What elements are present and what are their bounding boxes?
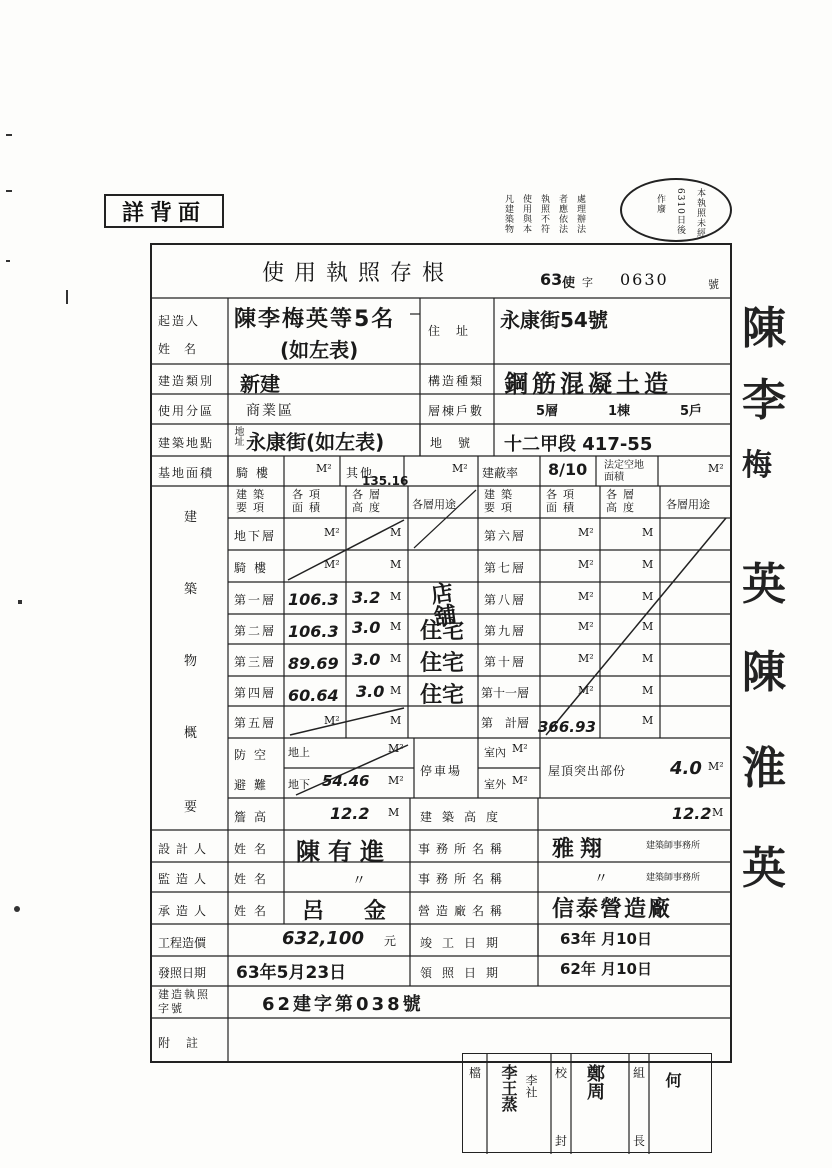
total-area: 366.93 <box>538 718 596 736</box>
location-value: 永康街(如左表) <box>246 430 385 454</box>
owner-name-label: 姓名 <box>158 342 211 356</box>
floor-label: 第五層 <box>234 716 277 730</box>
firm-label: 營造廠名稱 <box>418 904 509 918</box>
stamp-sub: 李社 <box>524 1074 538 1098</box>
roof-height: 4.0 <box>670 758 702 779</box>
col-head: 各層用途 <box>412 498 456 511</box>
unit-m: M <box>390 526 402 539</box>
floor-label: 第十層 <box>484 655 527 669</box>
note-label: 附註 <box>158 1036 215 1050</box>
f3-height: 3.0 <box>352 650 381 669</box>
floor-label: 第七層 <box>484 561 527 575</box>
floor-label: 騎樓 <box>234 561 275 575</box>
unit-m: M <box>642 684 654 697</box>
unit-m: M <box>642 558 654 571</box>
unit-m2: M² <box>316 462 332 475</box>
unit-m2: M² <box>578 684 594 697</box>
use-home: 住宅 <box>420 619 465 644</box>
section-label: 物 <box>184 654 198 669</box>
notice-line: 執照不符 <box>539 194 549 234</box>
shelter-label: 避難 <box>234 778 275 792</box>
floor-label: 地下層 <box>234 529 277 543</box>
floor-label: 第九層 <box>484 624 527 638</box>
structure-type-value: 鋼筋混凝土造 <box>504 370 672 398</box>
page-title: 使用執照存根 <box>262 261 455 286</box>
location-label: 建築地點 <box>158 436 215 450</box>
side-fragment: 淮 <box>742 743 786 794</box>
f1-area: 106.3 <box>288 590 339 609</box>
cost-value: 632,100 <box>282 928 364 949</box>
office-suffix: 建築師事務所 <box>646 873 701 883</box>
zone-label: 使用分區 <box>158 404 215 418</box>
outdoor-label: 室外 <box>484 778 506 791</box>
unit-m2: M² <box>452 462 468 475</box>
floor-label: 第三層 <box>234 655 277 669</box>
unit-m: M <box>642 526 654 539</box>
seal-line: 本執照未經 <box>695 188 705 238</box>
build-type-label: 建造類別 <box>158 374 215 388</box>
contractor-name: 呂金 <box>302 899 427 924</box>
shelter-label: 防空 <box>234 748 275 762</box>
stamp-col: 校 <box>555 1066 568 1080</box>
unit-m2: M² <box>388 742 404 755</box>
other-area-value: 135.16 <box>362 474 409 488</box>
section-label: 築 <box>184 582 198 597</box>
floor-label: 第八層 <box>484 593 527 607</box>
unit-m2: M² <box>324 526 340 539</box>
unit-m: M <box>642 620 654 633</box>
receive-date-label: 領照日期 <box>420 966 509 980</box>
stamp-name: 李王蒸 <box>499 1064 518 1112</box>
floor-label: 第一層 <box>234 593 277 607</box>
name-label: 姓名 <box>234 842 275 856</box>
f4-height: 3.0 <box>356 682 385 701</box>
unit-m: M <box>712 806 724 819</box>
structure-type-label: 構造種類 <box>428 374 485 388</box>
basement-shelter-area: 54.46 <box>322 772 370 790</box>
f4-area: 60.64 <box>288 686 339 705</box>
design-office: 雅翔 <box>552 837 609 862</box>
unit-m: M <box>388 806 400 819</box>
unit-m: M <box>390 684 402 697</box>
eave-label: 簷高 <box>234 810 275 824</box>
coverage-value: 8/10 <box>548 460 588 479</box>
parking-label: 停車場 <box>420 764 463 778</box>
address-value: 永康街54號 <box>500 308 608 332</box>
unit-m2: M² <box>324 558 340 571</box>
unit-m2: M² <box>578 590 594 603</box>
unit-m2: M² <box>512 774 528 787</box>
completion-label: 竣工日期 <box>420 936 509 950</box>
section-label: 要 <box>184 800 198 815</box>
owner-value: 陳李梅英等5名 <box>234 307 396 332</box>
unit-m: M <box>642 714 654 727</box>
unit-m: M <box>390 558 402 571</box>
license-value: 62建字第038號 <box>262 994 424 1015</box>
use-home: 住宅 <box>420 683 465 708</box>
floors-value: 5層 <box>536 404 559 419</box>
unit-m2: M² <box>578 526 594 539</box>
approval-stamps <box>462 1053 712 1153</box>
owner-label: 起造人 <box>158 314 201 328</box>
stamp-sub: 長 <box>633 1134 646 1148</box>
other-label: 其他 <box>346 466 375 480</box>
receive-date-value: 62年 月10日 <box>560 960 652 978</box>
side-fragment: 英 <box>742 843 786 894</box>
unit-m2: M² <box>578 620 594 633</box>
above-label: 地上 <box>288 746 310 759</box>
unit-m: M <box>642 590 654 603</box>
detail-back-label: 詳背面 <box>104 194 224 228</box>
col-head: 建築要項 <box>484 488 518 514</box>
land-area-label: 基地面積 <box>158 466 215 480</box>
permit-no-suffix: 號 <box>708 278 719 291</box>
section-label: 建 <box>184 510 198 525</box>
floor-label: 第六層 <box>484 529 527 543</box>
location-address-label: 地址 <box>232 426 243 446</box>
stamp-col: 檔 <box>469 1066 482 1080</box>
unit-m2: M² <box>388 774 404 787</box>
supervisor-name: 〃 <box>352 873 366 889</box>
name-label: 姓名 <box>234 904 275 918</box>
section-label: 概 <box>184 726 198 741</box>
unit-m2: M² <box>578 652 594 665</box>
contractor-label: 承造人 <box>158 904 213 918</box>
name-label: 姓名 <box>234 872 275 886</box>
col-head: 各項面積 <box>546 488 580 514</box>
use-store: 店舖 <box>426 580 457 628</box>
owner-note: (如左表) <box>280 338 359 362</box>
notice-line: 凡建築物 <box>503 194 513 234</box>
address-label: 住址 <box>428 324 485 338</box>
issue-date-label: 發照日期 <box>158 966 207 980</box>
permit-type-char: 使 <box>562 276 576 291</box>
yuan-label: 元 <box>384 934 397 948</box>
designer-label: 設計人 <box>158 842 213 856</box>
stamp-sub: 封 <box>555 1134 568 1148</box>
zone-value: 商業區 <box>246 403 294 419</box>
issue-date-value: 63年5月23日 <box>236 963 347 983</box>
permit-year: 63 <box>540 270 563 289</box>
floor-label: 第四層 <box>234 686 277 700</box>
unit-m2: M² <box>324 714 340 727</box>
bldg-height-value: 12.2 <box>672 804 712 823</box>
notice-line: 使用與本 <box>521 194 531 234</box>
buildings-value: 1棟 <box>608 404 631 419</box>
office-suffix: 建築師事務所 <box>646 841 701 851</box>
designer-name: 陳有進 <box>296 838 392 866</box>
seal-line: 6310日後 <box>675 188 685 235</box>
cost-label: 工程造價 <box>158 936 207 950</box>
f2-height: 3.0 <box>352 618 381 637</box>
office-label: 事務所名稱 <box>418 872 509 886</box>
legal-open-label: 法定空地面積 <box>604 460 644 483</box>
unit-m: M <box>642 652 654 665</box>
arcade-label: 騎樓 <box>236 466 277 480</box>
license-label: 建造執照字號 <box>158 988 210 1015</box>
floor-label: 第 計層 <box>481 716 530 730</box>
coverage-label: 建蔽率 <box>482 466 519 480</box>
build-type-value: 新建 <box>240 372 280 396</box>
stamp-name: 何 <box>663 1072 682 1088</box>
notice-line: 處理辦法 <box>575 194 585 234</box>
unit-m2: M² <box>708 462 724 475</box>
stamp-name: 鄭周 <box>584 1064 605 1100</box>
roof-label: 屋頂突出部份 <box>548 764 627 778</box>
floors-units-label: 層棟戶數 <box>428 404 485 418</box>
supervisor-label: 監造人 <box>158 872 213 886</box>
contractor-firm: 信泰營造廠 <box>552 897 673 922</box>
floor-label: 第二層 <box>234 624 277 638</box>
notice-line: 者應依法 <box>557 194 567 234</box>
unit-m2: M² <box>512 742 528 755</box>
bldg-height-label: 建築高度 <box>420 810 509 824</box>
use-home: 住宅 <box>420 651 465 676</box>
eave-value: 12.2 <box>330 804 370 823</box>
col-head: 建築要項 <box>236 488 270 514</box>
side-fragment: 梅 <box>742 448 772 483</box>
office-label: 事務所名稱 <box>418 842 509 856</box>
units-value: 5戶 <box>680 404 703 419</box>
permit-no-label: 字 <box>582 276 593 289</box>
side-fragment: 陳 <box>742 647 786 698</box>
unit-m: M <box>390 620 402 633</box>
seal-line: 作廢 <box>655 194 665 214</box>
lot-value: 十二甲段 417-55 <box>504 434 653 455</box>
floor-label: 第十一層 <box>481 686 530 700</box>
unit-m2: M² <box>708 760 724 773</box>
stamp-col: 組 <box>633 1066 646 1080</box>
col-head: 各項面積 <box>292 488 326 514</box>
side-fragment: 陳 <box>742 303 786 354</box>
col-head: 各層用途 <box>666 498 710 511</box>
side-fragment: 李 <box>742 375 786 426</box>
col-head: 各層高度 <box>352 488 386 514</box>
unit-m: M <box>390 714 402 727</box>
f2-area: 106.3 <box>288 622 339 641</box>
permit-number: 0630 <box>620 270 669 289</box>
below-label: 地下 <box>288 778 310 791</box>
indoor-label: 室內 <box>484 746 506 759</box>
side-fragment: 英 <box>742 559 786 610</box>
supervisor-office: 〃 <box>594 871 608 887</box>
unit-m: M <box>390 590 402 603</box>
lot-label: 地號 <box>430 436 487 450</box>
completion-value: 63年 月10日 <box>560 930 652 948</box>
f1-height: 3.2 <box>352 588 381 607</box>
unit-m2: M² <box>578 558 594 571</box>
f3-area: 89.69 <box>288 654 339 673</box>
unit-m: M <box>390 652 402 665</box>
col-head: 各層高度 <box>606 488 640 514</box>
